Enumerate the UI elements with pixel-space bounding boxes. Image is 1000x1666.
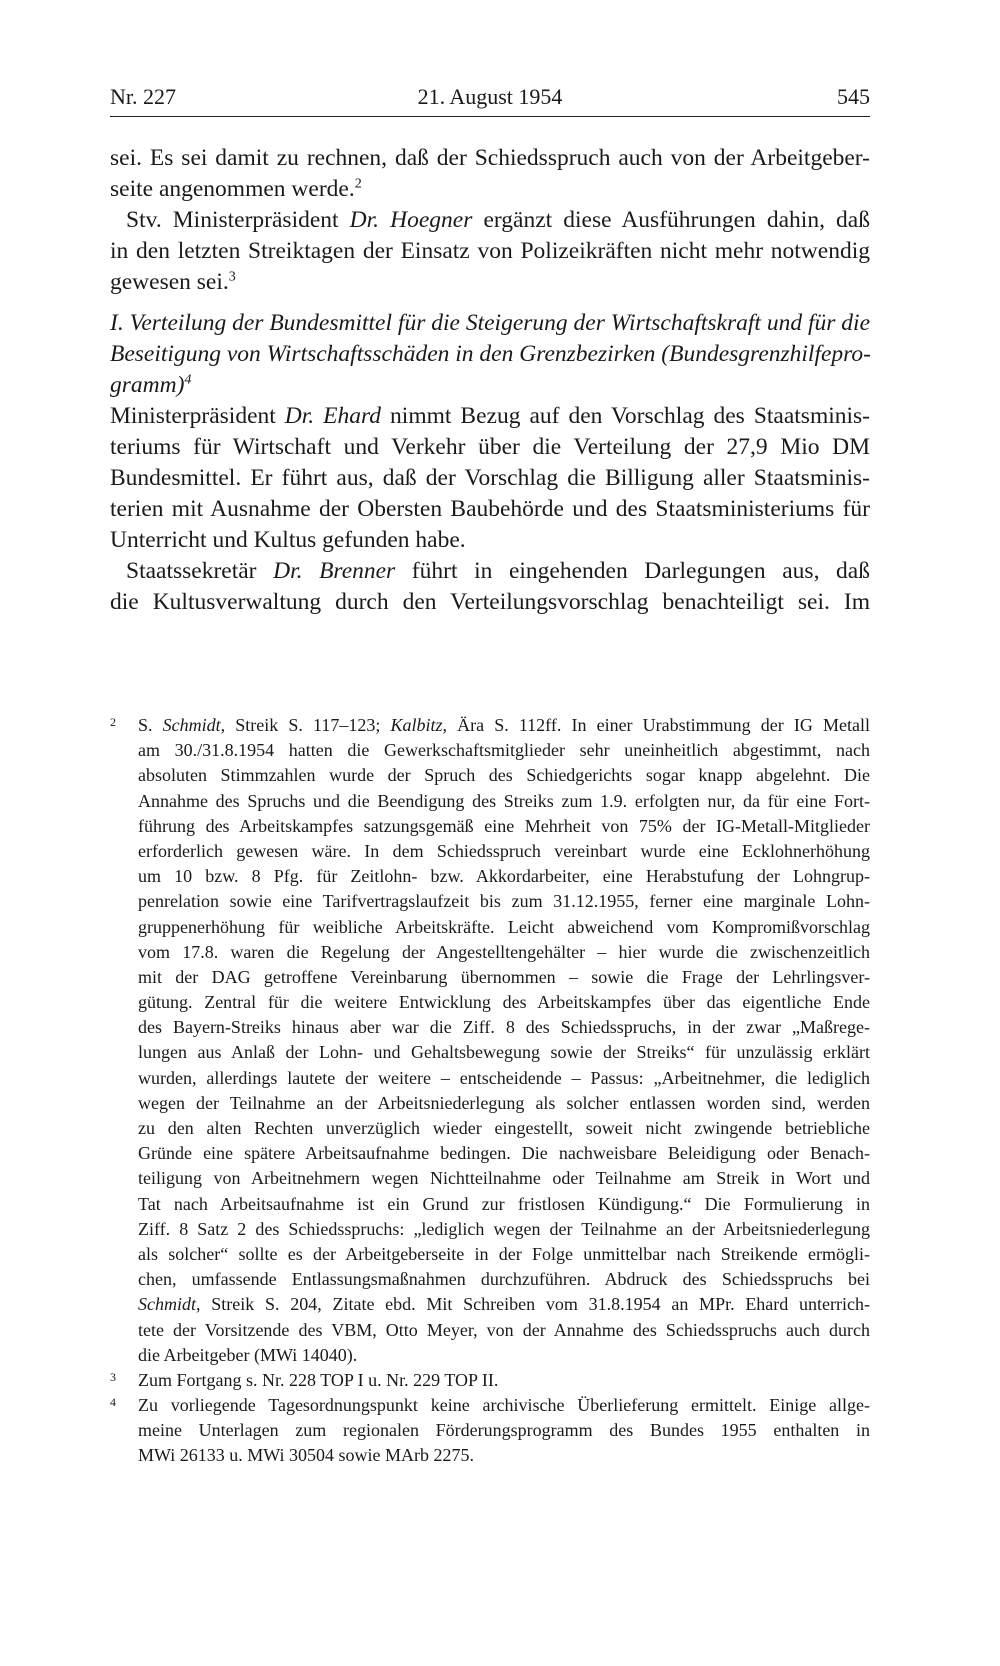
paragraph (110, 205, 870, 298)
text-line: Stv. Ministerpräsident Dr. Hoegner ergänzt diese Ausführungen dahin, daß (126, 207, 870, 233)
footnote-reference[interactable]: 2 (354, 175, 362, 192)
footnote-line: mit der DAG getroffene Vereinbarung übernommen – sowie die Frage der Lehrlingsver- (138, 966, 870, 987)
footnote-line: Schmidt, Streik S. 204, Zitate ebd. Mit Schreiben vom 31.8.1954 an MPr. Ehard unterrich- (138, 1294, 870, 1315)
footnote-line: S. Schmidt, Streik S. 117–123; Kalbitz, Ära S. 112ff. In einer Urabstimmung der IG Metall (138, 715, 870, 735)
text-line: Ministerpräsident Dr. Ehard nimmt Bezug auf den Vorschlag des Staatsminis- (110, 403, 871, 429)
footnote-line: teiligung von Arbeitnehmern wegen Nichtteilnahme oder Teilnahme am Streik in Wort und (138, 1168, 870, 1189)
text-line: terien mit Ausnahme der Obersten Baubehörde und des Staatsministeriums für (110, 496, 870, 522)
author-name: Kalbitz (390, 715, 443, 735)
footnote-line: wegen der Teilnahme an der Arbeitsniederlegung als solcher entlassen worden sind, werden (138, 1092, 870, 1113)
text-line: seite angenommen werde.$^2$ (110, 175, 362, 202)
paragraph (110, 401, 870, 556)
paragraph (110, 143, 870, 205)
footnote-line: absoluten Stimmzahlen wurde der Spruch des Schiedgerichts sogar knapp abgelehnt. Die (138, 765, 870, 786)
paragraph (110, 556, 870, 618)
heading-line: I. Verteilung der Bundesmittel für die Steigerung der Wirtschaftskraft und für die (110, 310, 870, 336)
footnote-line: als solcher“ sollte es der Arbeitgeberseite in der Folge unmittelbar nach Streikende ermögli- (138, 1243, 870, 1264)
footnote-line: des Bayern-Streiks hinaus aber war die Ziff. 8 des Schiedsspruchs, in der zwar „Maßrege- (138, 1017, 870, 1038)
footnote-line: gütung. Zentral für die weitere Entwicklung des Arbeitskampfes über das eigentliche Ende (138, 992, 870, 1013)
footnote-line: tete der Vorsitzende des VBM, Otto Meyer, von der Annahme des Schiedsspruchs auch durch (138, 1319, 870, 1340)
footnote-number: 2 (110, 715, 116, 729)
document-number: Nr. 227 (110, 84, 176, 109)
person-name: Dr. Hoegner (349, 207, 473, 233)
footnote-line: vom 17.8. waren die Regelung der Angestelltengehälter – hier wurde die zwischenzeitlich (138, 941, 870, 962)
footnote-number: 4 (110, 1395, 116, 1410)
person-name: Dr. Brenner (273, 558, 396, 584)
footnote-line: Ziff. 8 Satz 2 des Schiedsspruchs: „lediglich wegen der Teilnahme an der Arbeitsniederlegung (138, 1218, 870, 1239)
footnote-line: um 10 bzw. 8 Pfg. für Zeitlohn- bzw. Akkordarbeiter, eine Herabstufung der Lohngrup- (138, 866, 870, 887)
heading-line: gramm)$^4$ (110, 371, 192, 398)
footnote-line: Gründe eine spätere Arbeitsaufnahme bedingen. Die nachweisbare Beleidigung oder Benach- (138, 1143, 870, 1164)
running-header (110, 84, 870, 117)
text-line: Bundesmittel. Er führt aus, daß der Vorschlag die Billigung aller Staatsminis- (110, 465, 870, 491)
footnote-reference[interactable]: 3 (228, 268, 236, 285)
agenda-item-heading (110, 308, 870, 401)
footnote-line: Annahme des Spruchs und die Beendigung des Streiks zum 1.9. erfolgten nur, da für eine Fort- (138, 790, 870, 811)
footnote-line: Zu vorliegende Tagesordnungspunkt keine archivische Überlieferung ermittelt. Einige allge- (138, 1395, 870, 1416)
footnote-line: meine Unterlagen zum regionalen Förderungsprogramm des Bundes 1955 enthalten in (138, 1420, 870, 1441)
footnote-3 (110, 1368, 870, 1393)
author-name: Schmidt (138, 1294, 196, 1315)
text-line: teriums für Wirtschaft und Verkehr über die Verteilung der 27,9 Mio DM (110, 434, 870, 460)
footnote-line: gruppenerhöhung für weibliche Arbeitskräfte. Leicht abweichend vom Kompromißvorschlag (138, 916, 870, 937)
main-text (110, 143, 870, 618)
document-date: 21. August 1954 (417, 84, 563, 109)
text-line: die Kultusverwaltung durch den Verteilungsvorschlag benachteiligt sei. Im (110, 589, 870, 615)
footnote-line: die Arbeitgeber (MWi 14040). (138, 1344, 358, 1365)
footnote-reference[interactable]: 4 (184, 371, 192, 388)
footnote-4 (110, 1393, 870, 1469)
footnote-line: lungen aus Anlaß der Lohn- und Gehaltsbewegung sowie der Streiks“ für unzulässig erklärt (138, 1042, 870, 1063)
footnote-line: zu den alten Rechten unverzüglich wieder eingestellt, soweit nicht zwingende betriebliche (138, 1118, 870, 1138)
person-name: Dr. Ehard (284, 403, 382, 429)
text-line: Staatssekretär Dr. Brenner führt in eingehenden Darlegungen aus, daß (126, 558, 870, 584)
author-name: Schmidt (162, 715, 221, 735)
text-line: Unterricht und Kultus gefunden habe. (110, 527, 466, 553)
footnote-line: führung des Arbeitskampfes satzungsgemäß eine Mehrheit von 75% der IG-Metall-Mitglieder (138, 815, 870, 836)
footnote-2 (110, 713, 870, 1368)
footnote-number: 3 (110, 1369, 116, 1384)
footnotes-section (110, 713, 870, 1469)
footnote-line: penrelation sowie eine Tarifvertragslaufzeit bis zum 31.12.1955, ferner eine marginale Lohn- (138, 891, 870, 912)
page-number: 545 (837, 84, 870, 109)
footnote-line: Tat nach Arbeitsaufnahme ist ein Grund zur fristlosen Kündigung.“ Die Formulierung in (138, 1193, 870, 1214)
footnote-line: chen, umfassende Entlassungsmaßnahmen durchzuführen. Abdruck des Schiedsspruchs bei (138, 1269, 870, 1290)
text-line: sei. Es sei damit zu rechnen, daß der Schiedsspruch auch von der Arbeitgeber- (110, 145, 870, 171)
footnote-line: am 30./31.8.1954 hatten die Gewerkschaftsmitglieder sehr uneinheitlich abgestimmt, nach (138, 740, 870, 761)
text-line: gewesen sei.$^3$ (110, 268, 236, 295)
text-line: in den letzten Streiktagen der Einsatz von Polizeikräften nicht mehr notwendig (110, 238, 870, 264)
heading-line: Beseitigung von Wirtschaftsschäden in den Grenzbezirken (Bundesgrenzhilfepro- (110, 341, 872, 367)
footnote-line: erforderlich gewesen wäre. In dem Schiedsspruch vereinbart wurde eine Ecklohnerhöhung (138, 840, 870, 861)
footnote-line: MWi 26133 u. MWi 30504 sowie MArb 2275. (138, 1445, 475, 1466)
footnote-line: wurden, allerdings lautete der weitere – entscheidende – Passus: „Arbeitnehmer, die lediglich (138, 1067, 870, 1088)
footnote-line: Zum Fortgang s. Nr. 228 TOP I u. Nr. 229 TOP II. (138, 1369, 499, 1390)
